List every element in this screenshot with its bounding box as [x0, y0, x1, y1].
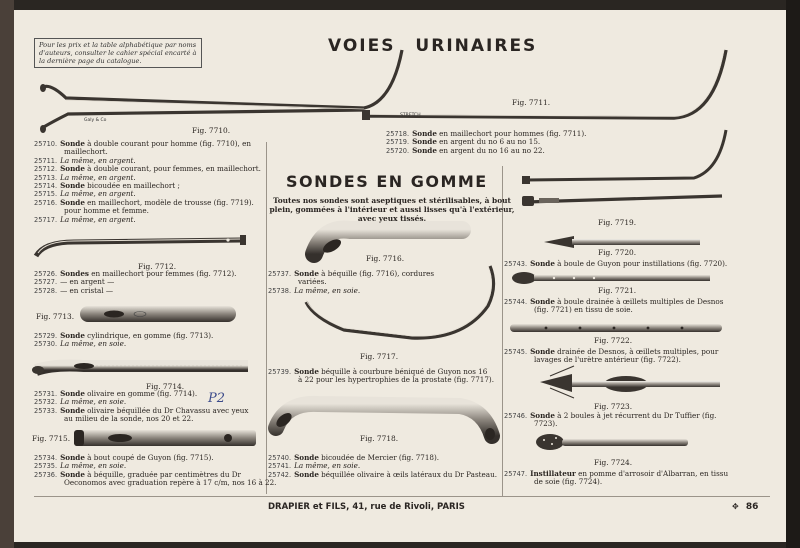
section-title: SONDES EN GOMME: [286, 172, 488, 191]
entry-number: 25719.: [386, 138, 410, 147]
caption-fig-7716: Fig. 7716.: [366, 254, 405, 263]
caption-fig-7715: Fig. 7715.: [32, 434, 71, 443]
entry-keyword: Sonde: [60, 331, 85, 340]
entries-col1e: [34, 454, 276, 488]
entry-number: 25741.: [268, 462, 292, 471]
entry-text: olivaire en gomme (fig. 7714).: [84, 389, 198, 398]
caption-fig-7720: Fig. 7720.: [598, 248, 637, 257]
ornament-icon: ✥: [732, 502, 739, 511]
section-intro: Toutes nos sondes sont aseptiques et stérilisables, à bout plein, gommées à l'intérieur et aussi lisses qu'à l'extérieur, avec yeux tissés.: [269, 196, 515, 223]
title-word-1: VOIES: [328, 36, 396, 56]
entry-number: 25743.: [504, 260, 528, 268]
entry-number: 25736.: [34, 470, 58, 479]
entry-line: [386, 147, 586, 155]
catheter-7711: [362, 50, 726, 120]
entry-line: [504, 478, 728, 486]
entry-text: — en argent —: [60, 277, 115, 287]
entry-number: 25711.: [34, 156, 58, 165]
entry-text: bicoudée en maillechort ;: [84, 181, 180, 191]
entry-text: à boule de Guyon pour instillations (fig. 7720).: [554, 259, 728, 268]
catheter-7712: [36, 235, 246, 256]
entry-number: 25737.: [268, 270, 292, 278]
entry-number: 25731.: [34, 390, 58, 398]
entry-keyword: Sonde: [412, 137, 437, 147]
caption-fig-7712: Fig. 7712.: [138, 262, 177, 271]
entry-line: [268, 287, 434, 295]
entry-text: à double courant pour homme (fig. 7710), en: [84, 139, 251, 148]
entry-line: [34, 216, 261, 224]
entry-number: 25745.: [504, 348, 528, 356]
entry-number: 25744.: [504, 298, 528, 306]
catheter-7720: [544, 236, 700, 248]
entry-number: 25734.: [34, 454, 58, 462]
entry-number: 25713.: [34, 173, 58, 182]
entry-number: 25717.: [34, 215, 58, 224]
entry-text: La même, en argent.: [60, 155, 136, 165]
entry-keyword: Sonde: [530, 259, 555, 268]
entries-col2d: [268, 454, 497, 479]
caption-fig-7724: Fig. 7724.: [594, 458, 633, 467]
entry-text: 7723).: [534, 419, 558, 429]
entry-keyword: Sonde: [412, 145, 437, 155]
entry-keyword: Sonde: [530, 411, 555, 420]
caption-fig-7713: Fig. 7713.: [36, 312, 75, 321]
entry-number: 25746.: [504, 412, 528, 420]
entry-keyword: Sonde: [530, 347, 555, 356]
catheter-7713: [80, 306, 236, 322]
caption-fig-7722: Fig. 7722.: [594, 336, 633, 345]
notice-box: Pour les prix et la table alphabétique par noms d'auteurs, consulter le cahier spécial encarté à la dernière page du catalogue.: [34, 38, 202, 68]
entry-text: à 22 pour les hypertrophies de la prostate (fig. 7717).: [298, 375, 494, 385]
entry-keyword: Sonde: [60, 164, 85, 174]
entry-text: en argent du no 6 au no 15.: [436, 137, 541, 147]
book-spine: [0, 0, 14, 548]
entry-text: La même, en soie.: [60, 461, 127, 471]
entry-number: 25747.: [504, 470, 528, 478]
caption-fig-7717: Fig. 7717.: [360, 352, 399, 361]
entry-text: béquillée olivaire à œils latéraux du Dr Pasteau.: [318, 469, 497, 479]
entry-text: en pomme d'arrosoir d'Albarran, en tissu: [575, 469, 729, 478]
entry-number: 25720.: [386, 146, 410, 155]
entry-text: au milieu de la sonde, nos 20 et 22.: [64, 414, 194, 424]
entry-number: 25729.: [34, 332, 58, 340]
entry-line: [34, 287, 236, 295]
entry-text: drainée de Desnos, à œillets multiples, pour: [554, 347, 719, 356]
entries-col1c: [34, 332, 213, 349]
entry-text: variées.: [298, 277, 327, 287]
entry-line: [268, 270, 434, 278]
entry-text: La même, en argent.: [60, 172, 136, 182]
entries-col3b: [504, 298, 723, 315]
entry-line: [504, 260, 727, 268]
entry-number: 25715.: [34, 190, 58, 199]
entry-number: 25732.: [34, 398, 58, 407]
entry-keyword: Sondes: [60, 269, 89, 278]
entry-text: en maillechort pour hommes (fig. 7711).: [436, 129, 587, 138]
publisher-footer: DRAPIER et FILS, 41, rue de Rivoli, PARIS: [268, 502, 465, 512]
entry-text: La même, en argent.: [60, 189, 136, 199]
entries-col3d: [504, 412, 716, 429]
title-word-2: URINAIRES: [415, 36, 538, 56]
catheter-7714: [32, 363, 248, 374]
catalog-page: [14, 10, 786, 542]
entry-line: [504, 420, 716, 428]
entry-line: [268, 471, 497, 479]
entry-line: [504, 306, 723, 314]
entry-keyword: Sonde: [294, 453, 319, 462]
entry-text: à béquille (fig. 7716), cordures: [318, 269, 435, 278]
entry-number: 25738.: [268, 286, 292, 295]
entry-keyword: Sonde: [294, 269, 319, 278]
entry-keyword: Sonde: [60, 197, 85, 207]
entry-text: olivaire béquillée du Dr Chavassu avec yeux: [84, 405, 249, 415]
entry-number: 25710.: [34, 140, 58, 148]
entry-text: bicoudée de Mercier (fig. 7718).: [318, 453, 440, 462]
entry-number: 25730.: [34, 340, 58, 349]
entry-text: à bout coupé de Guyon (fig. 7715).: [84, 453, 214, 462]
entry-number: 25735.: [34, 462, 58, 471]
catheter-7723: [540, 366, 720, 398]
entry-keyword: Sonde: [294, 367, 319, 376]
entry-text: à double courant, pour femmes, en maillechort.: [84, 164, 261, 174]
entry-keyword: Sonde: [60, 405, 85, 415]
entries-col1: [34, 140, 261, 224]
entry-text: La même, en argent.: [60, 214, 136, 224]
entry-line: [34, 415, 248, 423]
entry-keyword: Sonde: [294, 469, 319, 479]
entry-keyword: Instillateur: [530, 469, 576, 478]
catheter-7716: [314, 230, 462, 256]
entries-col1b: [34, 270, 236, 295]
entry-text: Oeconomos avec graduation repère à 17 c/m, nos 16 à 22.: [64, 478, 277, 488]
entries-col3c: [504, 348, 718, 365]
entry-number: 25718.: [386, 130, 410, 138]
entry-number: 25712.: [34, 165, 58, 174]
entry-text: à 2 boules à jet récurrent du Dr Tuffier (fig.: [554, 411, 717, 420]
entry-number: 25726.: [34, 270, 58, 278]
entry-line: [268, 376, 494, 384]
entry-text: pour homme et femme.: [64, 206, 149, 216]
entry-line: [34, 340, 213, 348]
entry-number: 25733.: [34, 406, 58, 415]
book-edge: [786, 0, 800, 548]
caption-fig-7723: Fig. 7723.: [594, 402, 633, 411]
entries-col3e: [504, 470, 728, 487]
catheter-7721: [512, 272, 710, 284]
entry-text: (fig. 7721) en tissu de soie.: [534, 305, 633, 315]
entry-keyword: Sonde: [60, 389, 85, 398]
entry-text: en maillechort, modèle de trousse (fig. 7719).: [84, 197, 254, 207]
entry-text: — en cristal —: [60, 285, 114, 295]
entry-text: en maillechort pour femmes (fig. 7712).: [88, 269, 237, 278]
entries-col2c: [268, 368, 494, 385]
entry-text: à béquille, graduée par centimètres du Dr: [84, 469, 241, 479]
entry-text: de soie (fig. 7724).: [534, 477, 603, 487]
caption-fig-7718: Fig. 7718.: [360, 434, 399, 443]
entry-text: lavages de l'urètre antérieur (fig. 7722).: [534, 355, 681, 365]
entries-col3a: [504, 260, 727, 268]
entry-text: à boule drainée à œillets multiples de Desnos: [554, 297, 724, 306]
handwritten-note: P2: [208, 391, 226, 406]
entry-number: 25742.: [268, 470, 292, 479]
catheter-7715: [74, 430, 256, 446]
entry-number: 25716.: [34, 198, 58, 207]
entry-text: La même, en soie.: [60, 339, 127, 349]
entry-number: 25739.: [268, 368, 292, 376]
entry-text: cylindrique, en gomme (fig. 7713).: [84, 331, 214, 340]
entry-text: en argent du no 16 au no 22.: [436, 145, 545, 155]
entry-number: 25728.: [34, 286, 58, 295]
catheter-7722: [510, 324, 722, 332]
entry-number: 25714.: [34, 182, 58, 191]
caption-fig-7714: Fig. 7714.: [146, 382, 185, 391]
entry-number: 25740.: [268, 454, 292, 462]
page-number: [732, 502, 758, 512]
entry-text: béquille à courbure béniqué de Guyon nos 16: [318, 367, 488, 376]
entry-number: 25727.: [34, 278, 58, 287]
entries-col2b: [268, 270, 434, 295]
entry-text: La même, en soie.: [60, 397, 127, 407]
entry-text: La même, en soie.: [294, 461, 361, 471]
entry-keyword: Sonde: [530, 297, 555, 306]
entry-keyword: Sonde: [60, 139, 85, 148]
entry-text: maillechort.: [64, 147, 108, 157]
caption-fig-7710: Fig. 7710.: [192, 126, 231, 135]
entries-col1d: [34, 390, 248, 424]
entry-keyword: Sonde: [60, 181, 85, 191]
caption-fig-7721: Fig. 7721.: [598, 286, 637, 295]
engraving-7710: Galy & Co: [84, 118, 107, 123]
entry-keyword: Sonde: [412, 129, 437, 138]
entry-keyword: Sonde: [60, 469, 85, 479]
entry-text: La même, en soie.: [294, 285, 361, 295]
entry-keyword: Sonde: [60, 453, 85, 462]
engraving-7711: STRETCH: [400, 113, 421, 118]
entry-line: [504, 356, 718, 364]
entry-line: [34, 479, 276, 487]
caption-fig-7711: Fig. 7711.: [512, 98, 551, 107]
catheter-7724: [536, 434, 688, 450]
page-number-value: 86: [745, 502, 759, 512]
entries-col2a: [386, 130, 586, 155]
caption-fig-7719: Fig. 7719.: [598, 218, 637, 227]
